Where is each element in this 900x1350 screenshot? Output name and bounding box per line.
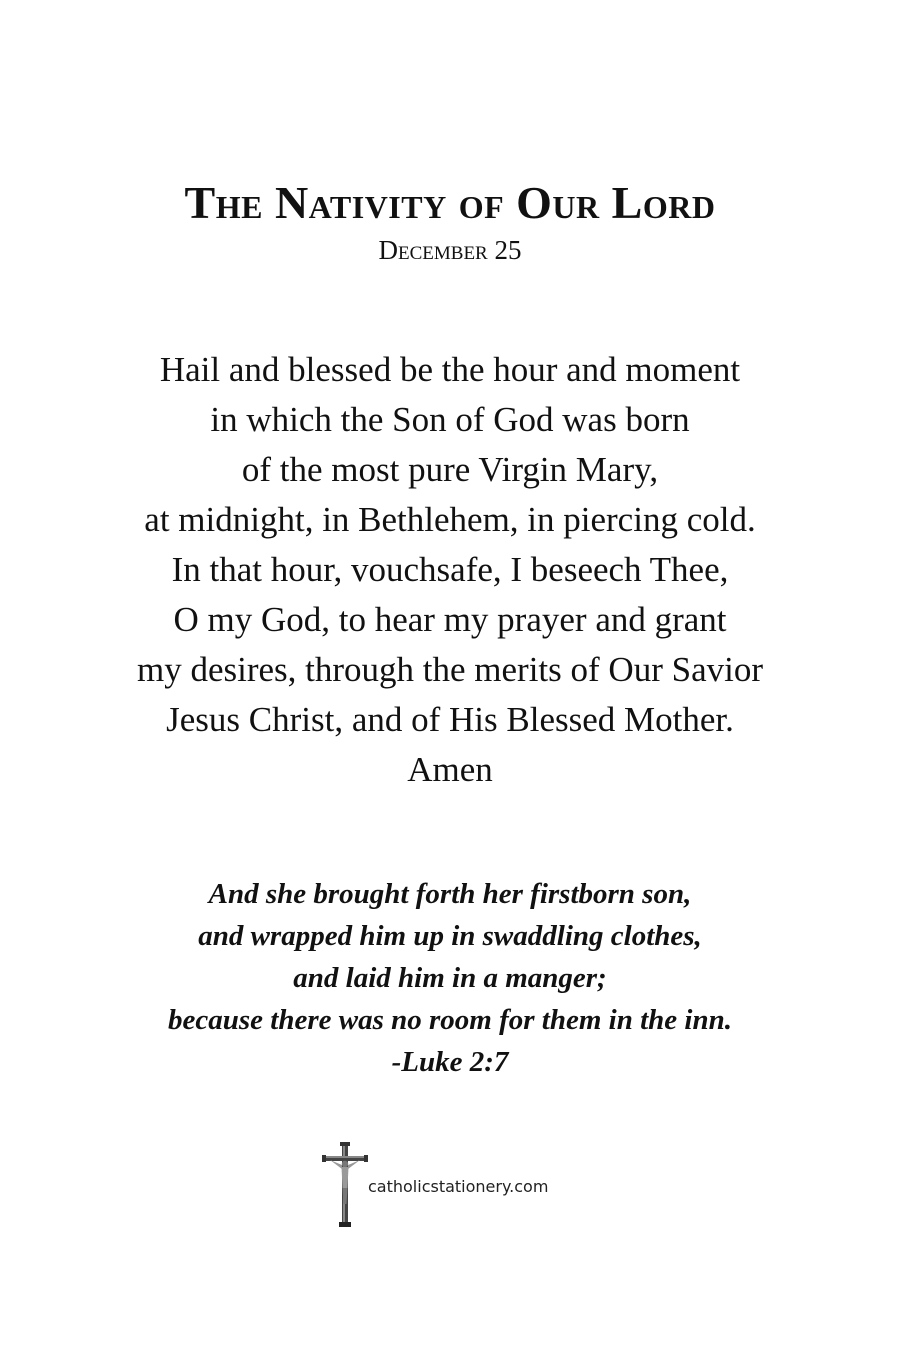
page-title: The Nativity of Our Lord (184, 177, 716, 228)
prayer-line: Jesus Christ, and of His Blessed Mother. (166, 700, 734, 739)
website-link[interactable]: catholicstationery.com (368, 1176, 549, 1196)
prayer-line: of the most pure Virgin Mary, (241, 450, 659, 489)
verse-line: because there was no room for them in the inn. (168, 1004, 732, 1036)
prayer-line: O my God, to hear my prayer and grant (173, 600, 727, 639)
verse-citation: -Luke 2:7 (391, 1046, 509, 1078)
prayer-line: in which the Son of God was born (210, 400, 690, 439)
verse-line: And she brought forth her firstborn son, (208, 878, 692, 910)
prayer-amen: Amen (407, 750, 493, 789)
prayer-text (40, 345, 860, 795)
crucifix-icon (322, 1140, 368, 1228)
prayer-line: In that hour, vouchsafe, I beseech Thee, (171, 550, 729, 589)
verse-line: and laid him in a manger; (293, 962, 607, 994)
verse-line: and wrapped him up in swaddling clothes, (198, 920, 702, 952)
scripture-verse (40, 873, 860, 1083)
prayer-line: my desires, through the merits of Our Savior (136, 650, 763, 689)
prayer-line: Hail and blessed be the hour and moment (159, 350, 741, 389)
feast-date: December 25 (378, 235, 522, 265)
footer-branding (322, 1140, 548, 1228)
prayer-line: at midnight, in Bethlehem, in piercing cold. (144, 500, 756, 539)
